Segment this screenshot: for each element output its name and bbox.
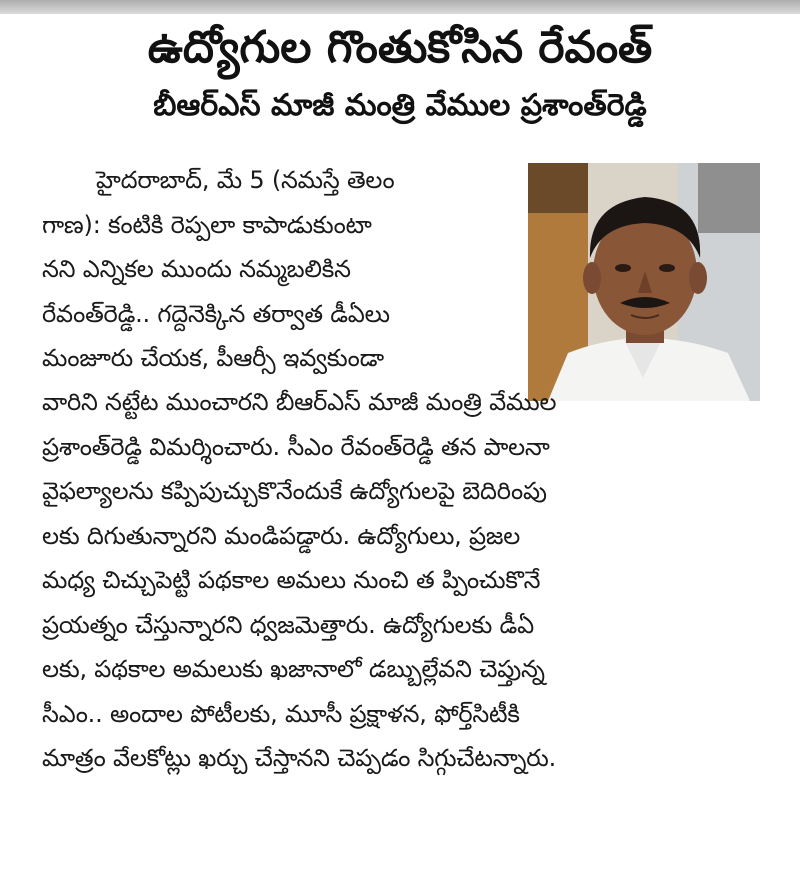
body-line: మంజూరు చేయక, పీఆర్సీ ఇవ్వకుండా <box>42 344 384 372</box>
bottom-strip <box>0 868 800 884</box>
body-line: హైదరాబాద్, మే 5 (నమస్తే తెలం <box>96 166 395 194</box>
body-line: నని ఎన్నికల ముందు నమ్మబలికిన <box>42 255 351 283</box>
body-line: మధ్య చిచ్చుపెట్టి పథకాల అమలు నుంచి త ప్పించుకొనే <box>42 566 541 594</box>
portrait-photo <box>528 163 760 401</box>
body-line: వైఫల్యాలను కప్పిపుచ్చుకొనేందుకే ఉద్యోగులపై బెదిరింపు <box>42 477 547 505</box>
headline: ఉద్యోగుల గొంతుకోసిన రేవంత్ <box>147 22 653 73</box>
article-body-wide <box>42 380 772 781</box>
body-line: లకు దిగుతున్నారని మండిపడ్డారు. ఉద్యోగులు, ప్రజల <box>42 521 521 550</box>
body-line: గాణ): కంటికి రెప్పలా కాపాడుకుంటా <box>42 210 372 239</box>
subheadline: బీఆర్ఎస్ మాజీ మంత్రి వేముల ప్రశాంత్‌రెడ్డి <box>153 88 647 123</box>
portrait-icon <box>528 163 760 401</box>
body-line: మాత్రం వేలకోట్లు ఖర్చు చేస్తానని చెప్పడం సిగ్గుచేటన్నారు. <box>42 744 557 772</box>
body-line: వారిని నట్టేట ముంచారని బీఆర్ఎస్ మాజీ మంత్రి వేముల <box>42 388 557 416</box>
body-line: సీఎం.. అందాల పోటీలకు, మూసీ ప్రక్షాళన, ఫోర్త్‌సిటీకి <box>42 699 520 728</box>
previous-article-strip <box>0 0 800 14</box>
body-line: రేవంత్‌రెడ్డి.. గద్దెనెక్కిన తర్వాత డీఏలు <box>42 299 390 328</box>
article-body-narrow <box>42 158 512 381</box>
body-line: లకు, పథకాల అమలుకు ఖజానాలో డబ్బుల్లేవని చెప్తున్న <box>42 655 545 683</box>
body-line: ప్రయత్నం చేస్తున్నారని ధ్వజమెత్తారు. ఉద్యోగులకు డీఏ <box>42 610 534 639</box>
body-line: ప్రశాంత్‌రెడ్డి విమర్శించారు. సీఎం రేవంత్‌రెడ్డి తన పాలనా <box>42 432 550 461</box>
